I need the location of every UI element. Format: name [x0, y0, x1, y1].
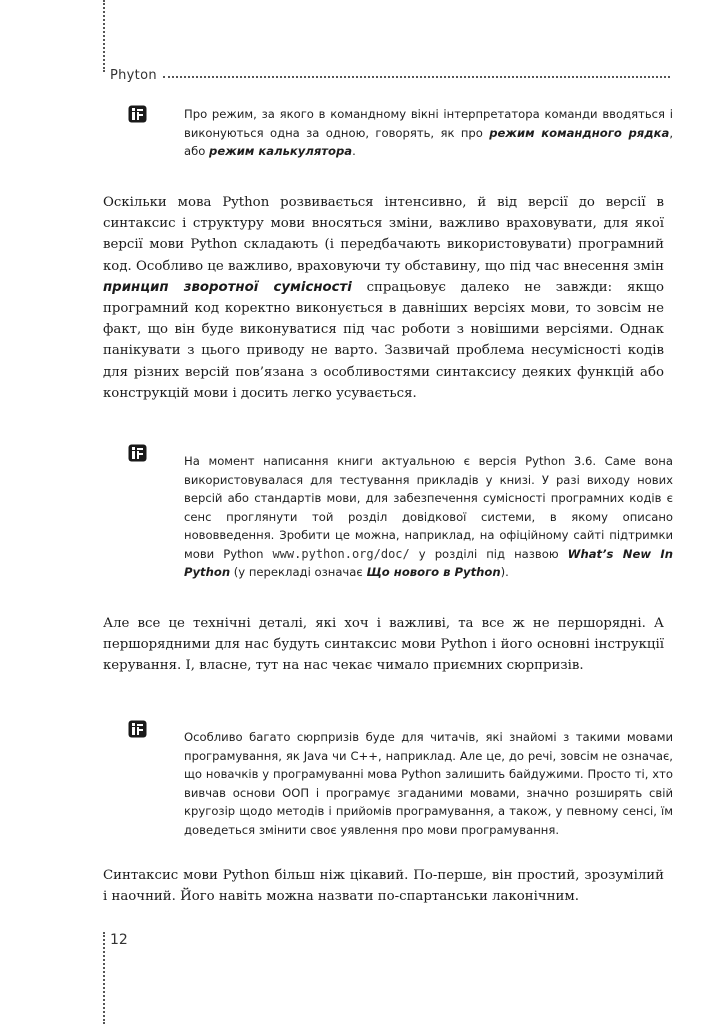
margin-dotted-line-top: [103, 0, 105, 72]
note-2-url: www.python.org/doc/: [272, 546, 410, 561]
note-1-text-part: , або: [184, 125, 673, 158]
paragraph-1-text-part: Оскільки мова Python розвивається інтенсивно, й від версії до версії в синтаксис і структуру мови вносяться зміни, важливо враховувати, для якої версії мови Python складають (і передбачають використовувати) програмний код. Особливо це важливо, враховуючи ту обставину, що під час внесення змін: [103, 195, 664, 274]
body-paragraph-2: [103, 613, 664, 677]
note-2-term-whats-new: What’s New In Python: [184, 546, 673, 579]
note-1-text-part: Про режим, за якого в командному вікні інтерпретатора команди вводяться і виконуються одна за одною, говорять, як про: [184, 107, 673, 140]
note-2-text-part: (у перекладі означає: [230, 565, 367, 579]
note-box-2: [128, 444, 673, 582]
note-box-1: [128, 105, 673, 161]
note-3-text-part: Особливо багато сюрпризів буде для читачів, які знайомі з такими мовами програмування, як Java чи C++, наприклад. Але це, до речі, зовсім не означає, що новачків у програмуванні мова Python залишить байдужими. Просто ті, хто вивчав основи ООП і програмує згаданими мовами, значно розширять свій кругозір щодо методів і прийомів програмування, а також, у певному сенсі, їм доведеться змінити своє уявлення про мови програмування.: [184, 730, 673, 837]
note-2-term-translation: Що нового в Python: [366, 565, 501, 579]
paragraph-3-text: Синтаксис мови Python більш ніж цікавий. По-перше, він простий, зрозумілий і наочний. Його навіть можна назвати по-спартанськи лаконічним.: [103, 868, 664, 905]
page-number: 12: [110, 932, 128, 948]
note-2-text-part: На момент написання книги актуальною є версія Python 3.6. Саме вона використовувалася для тестування прикладів у книзі. У разі виходу нових версій або стандартів мови, для забезпечення сумісності програмних кодів є сенс проглянути той розділ довідкової системи, в якому описано нововведення. Зробити це можна, наприклад, на офіційному сайті підтримки мови Python: [184, 454, 673, 561]
info-note-icon: [128, 444, 147, 462]
info-note-icon: [128, 720, 147, 738]
paragraph-2-text: Але все це технічні деталі, які хоч і важливі, та все ж не першорядні. А першорядними для нас будуть синтаксис мови Python і його основні інструкції керування. І, власне, тут на нас чекає чимало приємних сюрпризів.: [103, 616, 664, 674]
header-dotted-rule: [163, 76, 670, 78]
info-note-icon: [128, 105, 147, 123]
paragraph-1-text-part: спрацьовує далеко не завжди: якщо програмний код коректно виконується в давніших версіях мови, то зовсім не факт, що він буде виконуватися під час роботи з новішими версіями. Однак панікувати з цього приводу не варто. Зазвичай проблема несумісності кодів для різних версій пов’язана з особливостями синтаксису деяких функцій або конструкцій мови і досить легко усувається.: [103, 279, 665, 401]
paragraph-1-term-compatibility: принцип зворотної сумісності: [103, 279, 352, 295]
note-3-text: [184, 720, 673, 839]
header-title: Phyton: [110, 67, 157, 83]
note-1-term-command-line: режим командного рядка: [489, 125, 670, 140]
note-1-text-part: .: [352, 144, 356, 158]
body-paragraph-3: [103, 865, 664, 907]
note-2-text: [184, 444, 673, 582]
note-1-text: [184, 105, 673, 161]
note-1-term-calculator: режим калькулятора: [209, 144, 353, 158]
note-2-text-part: у розділі під назвою: [409, 546, 568, 561]
note-2-text-part: ).: [500, 565, 509, 579]
margin-dotted-line-bottom: [103, 932, 105, 1024]
note-box-3: [128, 720, 673, 839]
body-paragraph-1: [103, 192, 664, 404]
running-header: [110, 66, 670, 84]
